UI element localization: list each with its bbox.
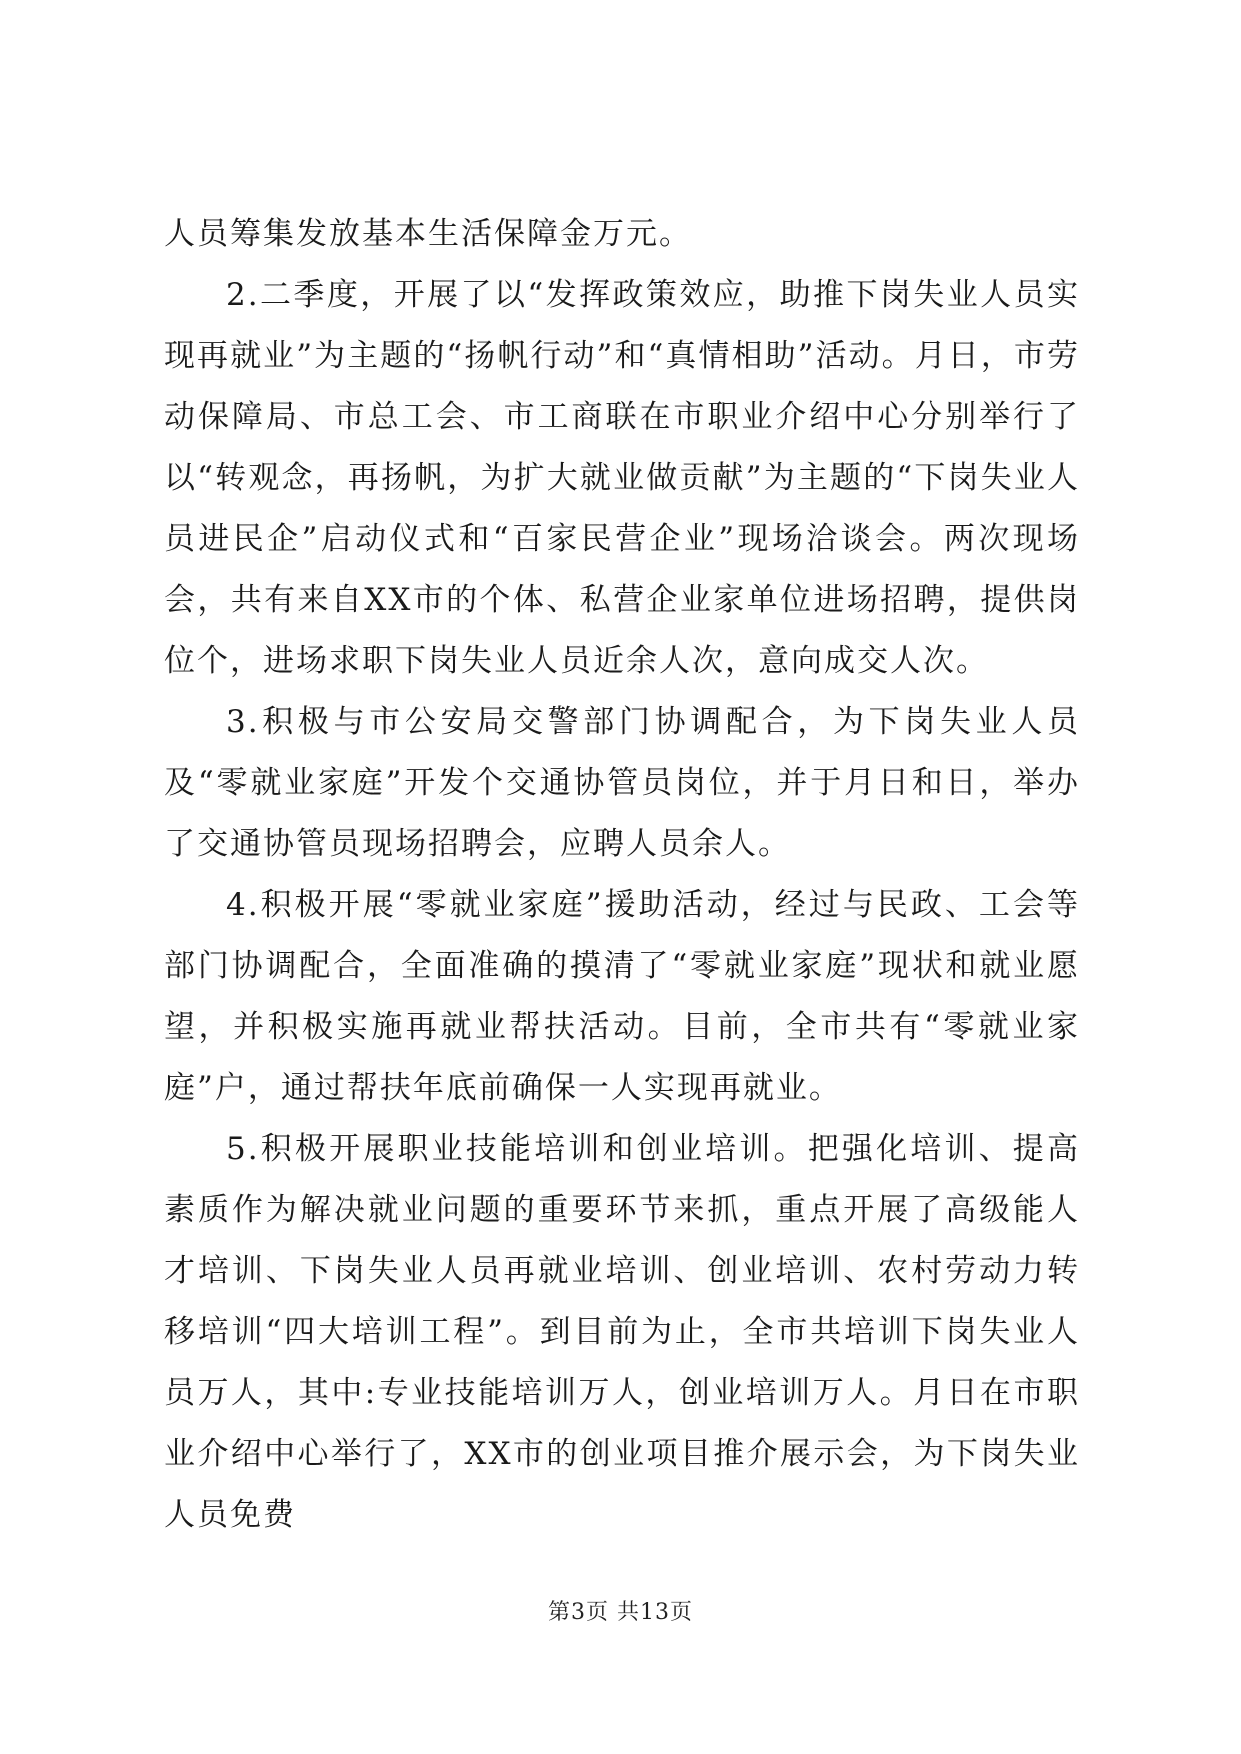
page-number: 第3页 共13页 [548, 1600, 693, 1625]
page-footer [0, 1598, 1241, 1628]
paragraph-item-4: 4.积极开展“零就业家庭”援助活动，经过与民政、工会等部门协调配合，全面准确的摸清了“零就业家庭”现状和就业愿望，并积极实施再就业帮扶活动。目前，全市共有“零就业家庭”户，通过帮扶年底前确保一人实现再就业。 [164, 887, 1080, 1106]
paragraph-item-5: 5.积极开展职业技能培训和创业培训。把强化培训、提高素质作为解决就业问题的重要环节来抓，重点开展了高级能人才培训、下岗失业人员再就业培训、创业培训、农村劳动力转移培训“四大培训工程”。到目前为止，全市共培训下岗失业人员万人，其中:专业技能培训万人，创业培训万人。月日在市职业介绍中心举行了，XX市的创业项目推介展示会，为下岗失业人员免费 [164, 1131, 1080, 1533]
document-body [164, 204, 1080, 1546]
paragraph-item-2: 2.二季度，开展了以“发挥政策效应，助推下岗失业人员实现再就业”为主题的“扬帆行动”和“真情相助”活动。月日，市劳动保障局、市总工会、市工商联在市职业介绍中心分别举行了以“转观念，再扬帆，为扩大就业做贡献”为主题的“下岗失业人员进民企”启动仪式和“百家民营企业”现场洽谈会。两次现场会，共有来自XX市的个体、私营企业家单位进场招聘，提供岗位个，进场求职下岗失业人员近余人次，意向成交人次。 [164, 277, 1080, 679]
paragraph-continuation: 人员筹集发放基本生活保障金万元。 [164, 216, 692, 252]
paragraph-item-3: 3.积极与市公安局交警部门协调配合，为下岗失业人员及“零就业家庭”开发个交通协管员岗位，并于月日和日，举办了交通协管员现场招聘会，应聘人员余人。 [164, 704, 1080, 862]
